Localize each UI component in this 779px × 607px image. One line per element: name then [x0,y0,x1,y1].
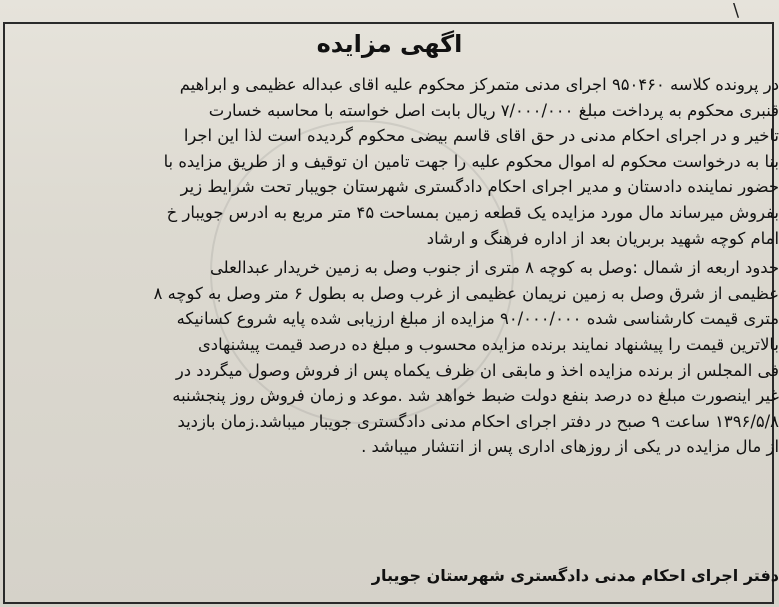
body-line: در پرونده کلاسه ۹۵۰۴۶۰ اجرای مدنی متمرکز محکوم علیه اقای عبداله عظیمی و ابراهیم [179,75,779,94]
corner-mark: \ [733,0,740,21]
body-line: بفروش میرساند مال مورد مزایده یک قطعه زمین بمساحت ۴۵ متر مربع به ادرس جویبار خ [166,202,779,222]
body-line: عظیمی از شرق وصل به زمین نریمان عظیمی از غرب وصل به بطول ۶ متر وصل به کوچه ۸ [153,283,779,303]
body-line: حدود اربعه از شمال :وصل به کوچه ۸ متری از جنوب وصل به زمین خریدار عبدالعلی [210,258,779,278]
body-line: متری قیمت کارشناسی شده ۹۰/۰۰۰/۰۰۰ مزایده از مبلغ ارزیابی شده پایه شروع کسانیکه [176,309,779,329]
notice-title: اگهی مزایده [316,30,463,58]
body-line: حضور نماینده دادستان و مدیر اجرای احکام دادگستری شهرستان جویبار تحت شرایط زیر [180,177,779,197]
body-line: بنا به درخواست محکوم له اموال محکوم علیه را جهت تامین ان توقیف و از طریق مزایده با [163,151,779,171]
notice-body [0,72,779,460]
body-line: غیر اینصورت مبلغ ده درصد بنفع دولت ضبط خواهد شد .موعد و زمان فروش روز پنجشنبه [172,386,779,406]
body-line: از مال مزایده در یکی از روزهای اداری پس از انتشار میباشد . [361,437,779,457]
body-line: قنبری محکوم به پرداخت مبلغ ۷/۰۰۰/۰۰۰ ریال بابت اصل خواسته با محاسبه خسارت [208,100,779,120]
body-line: امام کوچه شهید بربریان بعد از اداره فرهنگ و ارشاد [426,228,779,248]
body-line: ۱۳۹۶/۵/۸ ساعت ۹ صبح در دفتر اجرای احکام مدنی دادگستری جویبار میباشد.زمان بازدید [177,411,779,431]
body-line: تاخیر و در اجرای احکام مدنی در حق اقای قاسم بیضی محکوم گردیده است لذا این اجرا [183,126,779,146]
notice-footer-signature: دفتر اجرای احکام مدنی دادگستری شهرستان جویبار [371,566,779,585]
body-line: بالاترین قیمت را پیشنهاد نمایند برنده مزایده محسوب و مبلغ ده درصد قیمت پیشنهادی [197,334,779,354]
body-line: فی المجلس از برنده مزایده اخذ و مابقی ان ظرف یکماه پس از فروش وصول میگردد در [175,360,779,380]
